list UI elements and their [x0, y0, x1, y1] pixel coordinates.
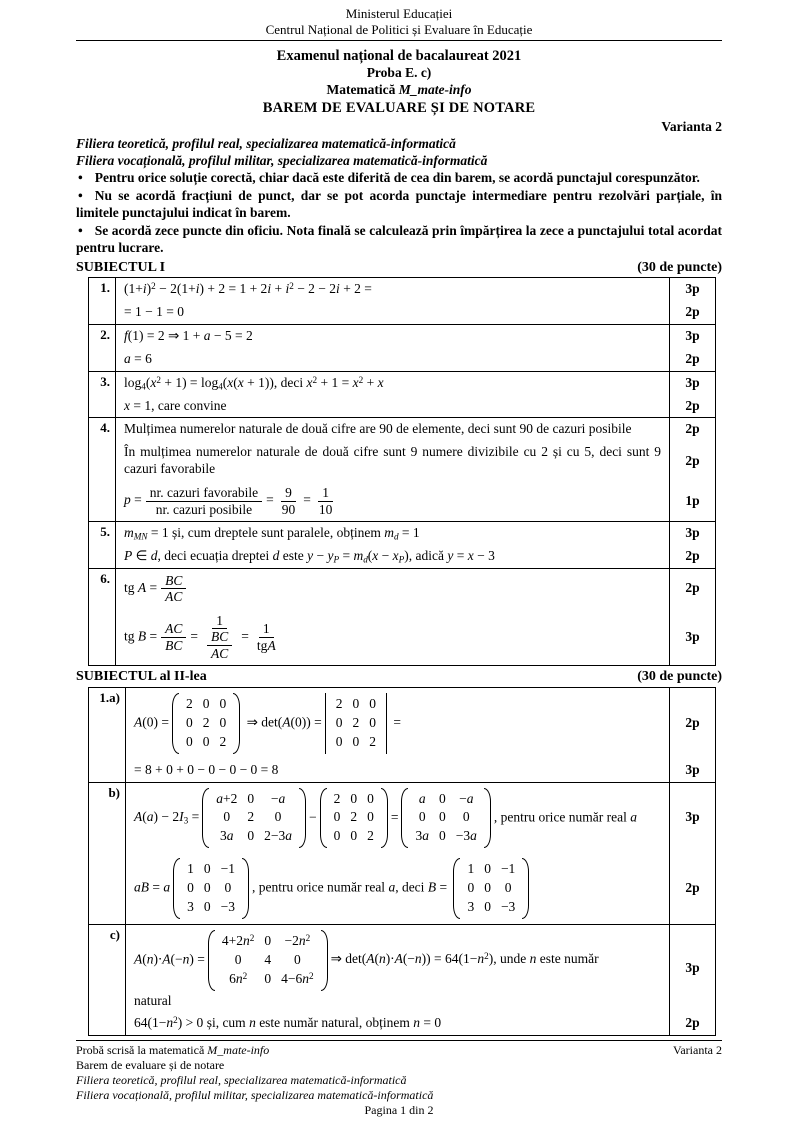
row-number: 5. — [89, 522, 116, 568]
footer-subject-code: M_mate-info — [207, 1043, 270, 1058]
fraction-denominator: 10 — [318, 501, 333, 517]
math-segment: , pentru orice număr real a, deci B = — [252, 879, 448, 895]
bullet-text: Pentru orice soluție corectă, chiar dacă este diferită de cea din barem, se acordă punctajul corespunzător. — [94, 170, 700, 185]
table-row-1 — [89, 278, 715, 325]
math-segment: , pentru orice număr real a — [493, 808, 638, 824]
table-row-6 — [89, 569, 715, 666]
math-segment: p = — [124, 492, 142, 508]
fraction — [161, 621, 186, 653]
fraction-numerator: 9 — [281, 485, 296, 502]
math-segment: = — [266, 492, 274, 508]
fraction — [253, 621, 280, 653]
exam-title: Examenul național de bacalaureat 2021 — [276, 48, 522, 65]
solution-line: = 8 + 0 + 0 − 0 − 0 − 0 = 8 — [134, 761, 279, 777]
solution-line — [126, 783, 669, 854]
rule-bullet — [76, 169, 722, 187]
matrix: 1 0 −1 0 0 0 3 0 −3 — [173, 858, 249, 919]
solution-line: $m_{MN} = 1$ și, cum dreptele sunt paralele, obținem $m_d = 1$ — [124, 525, 420, 542]
math-segment: A(0) = — [134, 714, 169, 730]
matrix: a+2 0 −a 0 2 0 3a 0 2−3a — [202, 788, 306, 849]
math-segment: = — [190, 628, 199, 644]
subject2-heading — [76, 668, 722, 686]
math-segment: $A(a) - 2I_3$ = — [134, 808, 200, 826]
math-segment: = — [241, 628, 249, 644]
table-row-2 — [89, 325, 715, 372]
fraction-numerator: BC — [207, 629, 232, 646]
table-row-4 — [89, 418, 715, 522]
fraction-numerator: 1 — [259, 621, 274, 638]
page-footer — [76, 1040, 722, 1118]
fraction-numerator: nr. cazuri favorabile — [146, 485, 262, 502]
solution-line — [116, 569, 669, 609]
points-badge: 2p — [669, 1012, 715, 1035]
variant-label: Varianta 2 — [661, 119, 722, 135]
footer-filiera-line: Filiera vocațională, profilul militar, specializarea matematică-informatică — [76, 1088, 434, 1103]
table-row-1a — [89, 688, 715, 783]
matrix: 2 0 0 0 2 0 0 0 2 — [172, 693, 240, 754]
solution-line: Mulțimea numerelor naturale de două cifre are 90 de elemente, deci sunt 90 de cazuri posibile — [124, 421, 632, 437]
points-badge: 2p — [669, 569, 715, 609]
rule-bullet — [76, 187, 722, 222]
matrix: 1 0 −1 0 0 0 3 0 −3 — [453, 858, 529, 919]
math-segment: aB = a — [134, 879, 171, 895]
row-number: 4. — [89, 418, 116, 521]
center-line: Centrul Național de Politici și Evaluare în Educație — [265, 21, 533, 37]
points-badge: 3p — [669, 783, 715, 854]
matrix: $4+2n^2$ 0 $-2n^2$ 0 4 0 $6n^2$ 0 $4-6n^2$ — [208, 930, 328, 991]
fraction-numerator: 1 — [318, 485, 333, 502]
page-number: Pagina 1 din 2 — [364, 1103, 434, 1118]
row-number: 3. — [89, 372, 116, 418]
math-segment: ⇒ $\det(A(n)\cdot A(-n)) = 64(1-n^2)$, unde n este număr — [330, 951, 599, 967]
points-badge: 3p — [669, 325, 715, 348]
solution-line: P ∈ d, deci ecuația dreptei d este $y - y_P = m_d(x - x_P)$, adică y = x − 3 — [124, 548, 495, 565]
row-number: c) — [89, 925, 126, 1035]
table-row-c — [89, 925, 715, 1035]
math-segment: A(n)⋅A(−n) = — [134, 951, 205, 967]
table-row-5 — [89, 522, 715, 569]
fraction-numerator: BC — [161, 573, 186, 590]
header-divider — [76, 40, 722, 41]
points-badge: 1p — [669, 481, 715, 521]
fraction — [202, 613, 237, 662]
points-badge: 3p — [669, 759, 715, 782]
proba-line: Proba E. c) — [366, 65, 432, 81]
points-badge: 3p — [669, 372, 715, 395]
row-number: 1. — [89, 278, 116, 324]
fraction — [146, 485, 262, 517]
intro-section — [76, 136, 722, 257]
fraction-denominator: 90 — [281, 501, 296, 517]
footer-proba-line: Probă scrisă la matematică M_mate-info — [76, 1043, 270, 1058]
fraction — [161, 573, 186, 605]
solution-line: $(1+i)^2 - 2(1+i) + 2 = 1 + 2i + i^2 - 2 - 2i + 2$ = — [124, 281, 372, 297]
table-row-b — [89, 783, 715, 925]
fraction-numerator: AC — [161, 621, 186, 638]
fraction — [207, 629, 232, 661]
subiectul-1-table — [88, 277, 716, 666]
filiera-line: Filiera teoretică, profilul real, specializarea matematică-informatică — [76, 136, 456, 152]
math-segment: tg B = — [124, 628, 158, 644]
rule-bullet — [76, 222, 722, 257]
solution-line — [116, 609, 669, 666]
footer-variant: Varianta 2 — [673, 1043, 722, 1058]
subject1-title: SUBIECTUL I — [76, 259, 166, 275]
row-number: b) — [89, 783, 126, 924]
points-badge: 2p — [669, 301, 715, 324]
subject2-points: (30 de puncte) — [637, 669, 722, 685]
solution-line: x = 1, care convine — [124, 397, 227, 413]
solution-line — [126, 925, 669, 1013]
fraction — [278, 485, 300, 517]
fraction-denominator: tgA — [256, 637, 276, 653]
solution-line — [126, 688, 669, 759]
subject1-points: (30 de puncte) — [637, 259, 722, 275]
bullet-icon: • — [78, 222, 83, 238]
points-badge: 2p — [669, 688, 715, 759]
fraction — [315, 485, 337, 517]
row-number: 2. — [89, 325, 116, 371]
points-badge: 2p — [669, 418, 715, 441]
fraction-denominator — [202, 629, 237, 661]
footer-divider — [76, 1040, 722, 1041]
barem-title: BAREM DE EVALUARE ȘI DE NOTARE — [262, 100, 536, 117]
subject-code: M_mate-info — [398, 82, 472, 98]
subject-line — [76, 82, 722, 99]
solution-line: f(1) = 2 ⇒ 1 + a − 5 = 2 — [124, 327, 253, 343]
row-number: 6. — [89, 569, 116, 666]
math-segment: = — [390, 808, 399, 824]
subiectul-2-table — [88, 687, 716, 1036]
solution-line: În mulțimea numerelor naturale de două cifre sunt 9 numere divizibile cu 2 și cu 5, deci sunt 9 cazuri favorabile — [124, 444, 661, 477]
solution-line-continued: natural — [134, 992, 172, 1008]
points-badge: 3p — [669, 522, 715, 545]
points-badge: 3p — [669, 925, 715, 1013]
points-badge: 2p — [669, 545, 715, 568]
points-badge: 3p — [669, 609, 715, 666]
filiera-line: Filiera vocațională, profilul militar, specializarea matematică-informatică — [76, 152, 488, 168]
math-segment: ⇒ det(A(0)) = — [246, 714, 322, 730]
bullet-icon: • — [78, 170, 83, 185]
fraction-denominator: BC — [165, 637, 183, 653]
points-badge: 2p — [669, 853, 715, 924]
fraction-denominator: AC — [165, 589, 183, 605]
solution-line: = 1 − 1 = 0 — [124, 304, 184, 320]
matrix: 2 0 0 0 2 0 0 0 2 — [320, 788, 388, 849]
determinant: 2 0 0 0 2 0 0 0 2 — [325, 693, 387, 754]
math-segment: = — [303, 492, 311, 508]
fraction-denominator: AC — [211, 645, 229, 661]
points-badge: 2p — [669, 348, 715, 371]
bullet-text: Nu se acordă fracțiuni de punct, dar se pot acorda punctaje intermediare pentru rezolvări parțiale, în limitele punctajului indicat în barem. — [76, 187, 722, 221]
subject-name: Matematică — [326, 82, 396, 98]
page-header — [76, 6, 722, 136]
bullet-text: Se acordă zece puncte din oficiu. Nota finală se calculează prin împărțirea la zece a punctajului total acordat pentru lucrare. — [76, 222, 722, 256]
fraction-denominator: nr. cazuri posibile — [155, 501, 253, 517]
fraction-numerator: 1 — [212, 613, 227, 630]
solution-line — [116, 481, 669, 521]
footer-filiera-line: Filiera teoretică, profilul real, specializarea matematică-informatică — [76, 1073, 407, 1088]
solution-line — [126, 853, 669, 924]
footer-barem-line: Barem de evaluare și de notare — [76, 1058, 225, 1073]
math-segment: = — [393, 714, 402, 730]
row-number: 1.a) — [89, 688, 126, 782]
solution-line: a = 6 — [124, 350, 152, 366]
table-row-3 — [89, 372, 715, 419]
ministry-line: Ministerul Educației — [345, 6, 453, 21]
points-badge: 2p — [669, 395, 715, 418]
matrix: a 0 −a 0 0 0 3a 0 −3a — [401, 788, 490, 849]
subject2-title: SUBIECTUL al II-lea — [76, 669, 207, 685]
math-segment: − — [308, 808, 317, 824]
solution-line: $\log_4(x^2 + 1) = \log_4(x(x + 1))$, deci $x^2 + 1 = x^2 + x$ — [124, 374, 384, 392]
math-segment: tg A = — [124, 580, 158, 595]
subject1-heading — [76, 259, 722, 277]
points-badge: 2p — [669, 441, 715, 481]
bullet-icon: • — [78, 187, 83, 203]
points-badge: 3p — [669, 278, 715, 301]
solution-line: $64(1-n^2) > 0$ și, cum n este număr natural, obținem n = 0 — [134, 1015, 442, 1031]
